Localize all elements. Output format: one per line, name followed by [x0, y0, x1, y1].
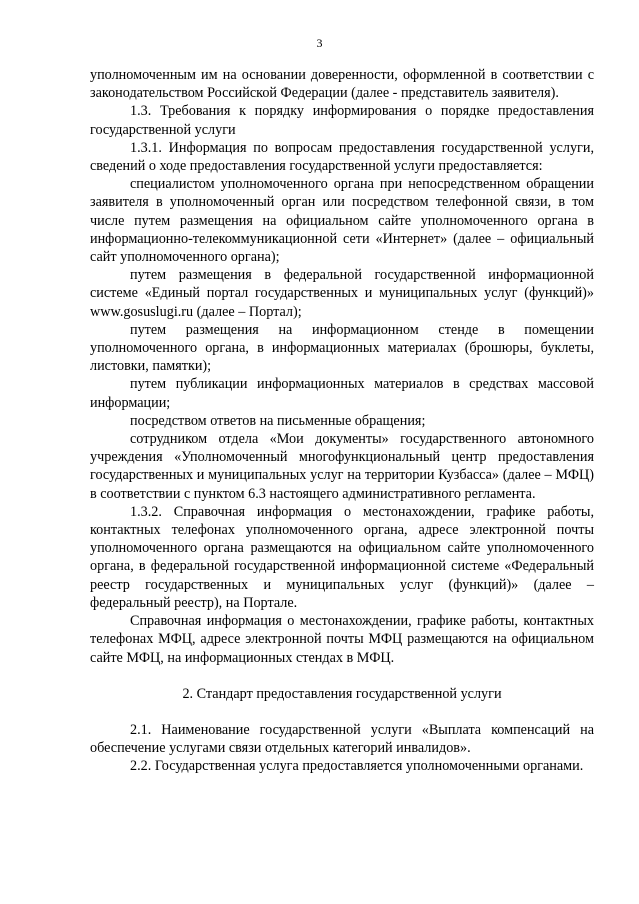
paragraph: специалистом уполномоченного органа при непосредственном обращении заявителя в уполномоченный орган или посредством телефонной связи, в том числе путем размещения на официальном сайте уполномоченного органа в информационно-телекоммуникационной сети «Интернет» (далее – официальный сайт уполномоченного органа);: [90, 176, 594, 266]
paragraph: сотрудником отдела «Мои документы» государственного автономного учреждения «Уполномоченный многофункциональный центр предоставления государственных и муниципальных услуг на территории Кузбасса» (далее – МФЦ) в соответствии с пунктом 6.3 настоящего административного регламента.: [90, 431, 594, 502]
paragraph: Справочная информация о местонахождении, графике работы, контактных телефонах МФЦ, адресе электронной почты МФЦ размещаются на официальном сайте МФЦ, на информационных стендах в МФЦ.: [90, 613, 594, 666]
page-number: 3: [316, 36, 323, 50]
paragraph: 2.1. Наименование государственной услуги «Выплата компенсаций на обеспечение услугами связи отдельных категорий инвалидов».: [90, 721, 594, 757]
paragraph: 2.2. Государственная услуга предоставляется уполномоченными органами.: [130, 758, 584, 775]
paragraph: уполномоченным им на основании доверенности, оформленной в соответствии с законодательством Российской Федерации (далее - представитель заявителя).: [90, 67, 594, 102]
paragraph: 1.3. Требования к порядку информирования о порядке предоставления государственной услуги: [90, 103, 594, 138]
paragraph: посредством ответов на письменные обращения;: [130, 412, 426, 429]
section-heading: 2. Стандарт предоставления государственной услуги: [182, 685, 502, 702]
paragraph: путем публикации информационных материалов в средствах массовой информации;: [90, 376, 594, 411]
paragraph: путем размещения на информационном стенде в помещении уполномоченного органа, в информационных материалах (брошюры, буклеты, листовки, памятки);: [90, 321, 594, 375]
paragraph: 1.3.1. Информация по вопросам предоставления государственной услуги, сведений о ходе предоставления государственной услуги предоставляется:: [90, 139, 594, 175]
document-body: [90, 66, 594, 776]
paragraph: 1.3.2. Справочная информация о местонахождении, графике работы, контактных телефонах уполномоченного органа, адресе электронной почты уполномоченного органа размещаются на официальном сайте уполномоченного органа, в федеральной государственной информационной системе «Федеральный реестр государственных и муниципальных услуг (функций)» (далее – федеральный реестр), на Портале.: [90, 503, 594, 611]
paragraph: путем размещения в федеральной государственной информационной системе «Единый портал государственных и муниципальных услуг (функций)» www.gosuslugi.ru (далее – Портал);: [90, 267, 594, 320]
